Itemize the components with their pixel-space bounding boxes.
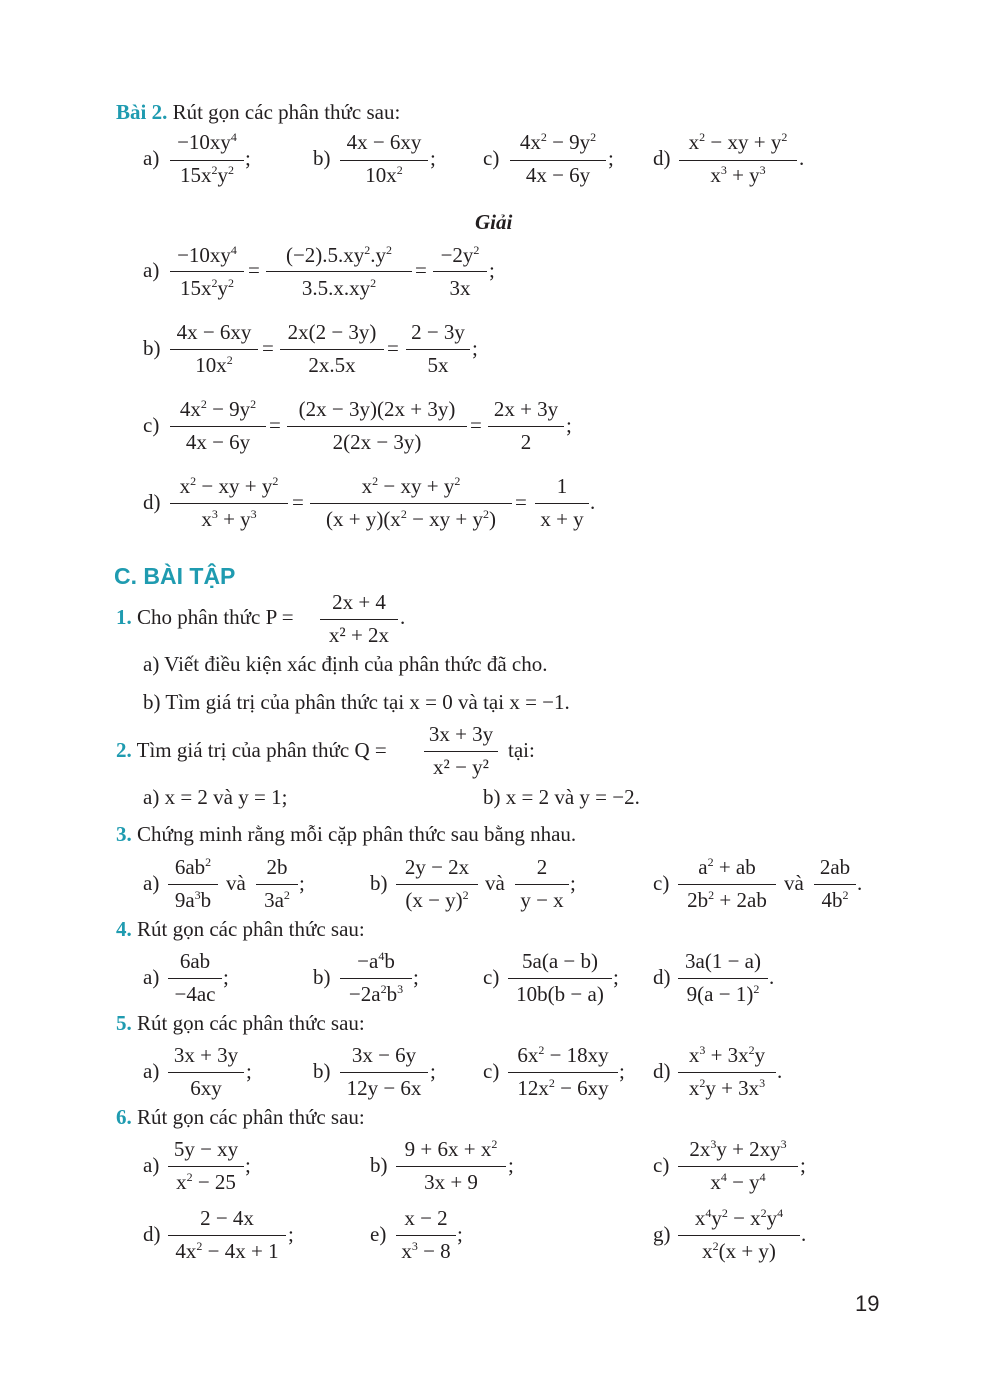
exercise-2-after: tại:	[508, 738, 535, 762]
bai2-title	[116, 100, 400, 125]
exercise-5-text: Rút gọn các phân thức sau:	[137, 1011, 365, 1035]
exercise-5-number: 5.	[116, 1011, 132, 1035]
exercise-4-title	[116, 917, 365, 942]
exercise-2-denominator: x² − y²	[433, 755, 489, 779]
section-heading: C. BÀI TẬP	[114, 563, 236, 589]
exercise-1-numerator: 2x + 4	[332, 590, 386, 614]
exercise-6-text: Rút gọn các phân thức sau:	[137, 1105, 365, 1129]
exercise-1-b: b) Tìm giá trị của phân thức tại x = 0 và tại x = −1.	[143, 690, 570, 714]
exercise-2-b: b) x = 2 và y = −2.	[483, 785, 640, 809]
exercise-2-numerator: 3x + 3y	[428, 722, 494, 746]
bai2-instruction: Rút gọn các phân thức sau:	[172, 100, 401, 124]
exercise-1-denominator: x² + 2x	[328, 623, 390, 647]
exercise-4-text: Rút gọn các phân thức sau:	[137, 917, 365, 941]
exercise-3-number: 3.	[116, 822, 132, 846]
exercise-1-number: 1.	[116, 605, 132, 629]
bai2-number: Bài 2.	[116, 100, 168, 124]
exercise-1-a: a) Viết điều kiện xác định của phân thức đã cho.	[143, 652, 548, 676]
exercise-5-title	[116, 1011, 365, 1036]
exercise-3-title	[116, 822, 576, 847]
exercise-1-text: Cho phân thức P =	[137, 605, 294, 629]
exercise-4-number: 4.	[116, 917, 132, 941]
exercise-6-title	[116, 1105, 365, 1130]
solution-title: Giải	[475, 210, 513, 234]
exercise-3-text: Chứng minh rằng mỗi cặp phân thức sau bằng nhau.	[137, 822, 577, 846]
exercise-2-text: Tìm giá trị của phân thức Q =	[136, 738, 387, 762]
exercise-6-number: 6.	[116, 1105, 132, 1129]
page-number: 19	[855, 1291, 880, 1316]
exercise-2-a: a) x = 2 và y = 1;	[143, 785, 288, 809]
exercise-2-number: 2.	[116, 738, 132, 762]
